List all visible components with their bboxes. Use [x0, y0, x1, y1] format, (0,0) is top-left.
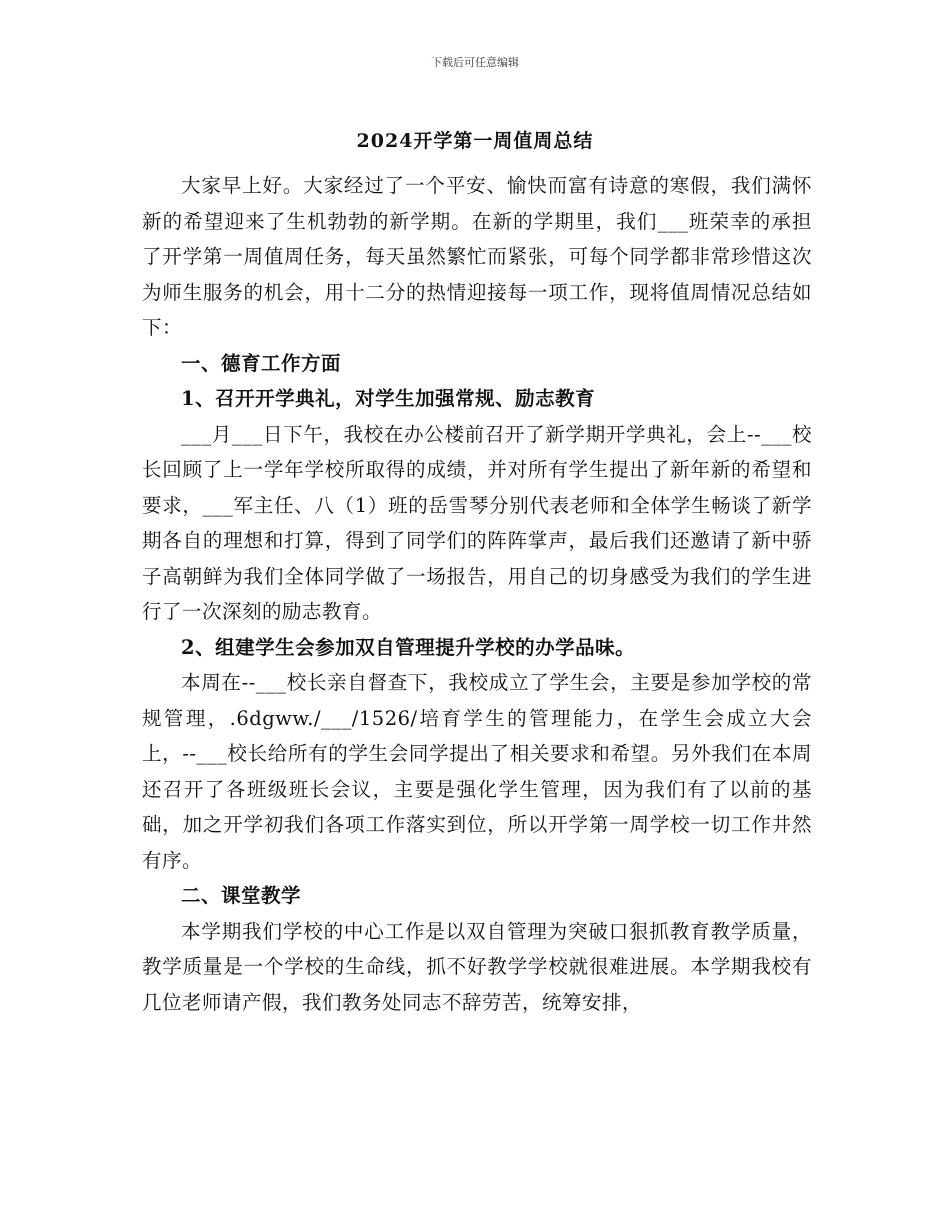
paragraph-classroom-teaching: 本学期我们学校的中心工作是以双自管理为突破口狠抓教育教学质量，教学质量是一个学校的生命线，抓不好教学学校就很难进展。本学期我校有几位老师请产假，我们教务处同志不辞劳苦，统筹安排，: [142, 919, 812, 1014]
paragraph-opening-ceremony: ___月___日下午，我校在办公楼前召开了新学期开学典礼，会上--___校长回顾了上一学年学校所取得的成绩，并对所有学生提出了新年新的希望和要求，___军主任、八（1）班的岳雪琴分别代表老师和全体学生畅谈了新学期各自的理想和打算，得到了同学们的阵阵掌声，最后我们还邀请了新中骄子高朝鲜为我们全体同学做了一场报告，用自己的切身感受为我们的学生进行了一次深刻的励志教育。: [142, 422, 812, 623]
paragraph-intro: 大家早上好。大家经过了一个平安、愉快而富有诗意的寒假，我们满怀新的希望迎来了生机勃勃的新学期。在新的学期里，我们___班荣幸的承担了开学第一周值周任务，每天虽然繁忙而紧张，可每个同学都非常珍惜这次为师生服务的机会，用十二分的热情迎接每一项工作，现将值周情况总结如下：: [142, 174, 812, 339]
section-heading-moral-education: 一、德育工作方面: [181, 351, 342, 375]
page-header-note: 下载后可任意编辑: [431, 56, 519, 69]
paragraph-student-union: 本周在--___校长亲自督查下，我校成立了学生会，主要是参加学校的常规管理，.6dgww./___/1526/培育学生的管理能力，在学生会成立大会上，--___校长给所有的学生会同学提出了相关要求和希望。另外我们在本周还召开了各班级班长会议，主要是强化学生管理，因为我们有了以前的基础，加之开学初我们各项工作落实到位，所以开学第一周学校一切工作井然有序。: [142, 671, 812, 872]
section-heading-classroom-teaching: 二、课堂教学: [181, 884, 302, 907]
document-title: 2024开学第一周值周总结: [356, 130, 594, 152]
subheading-student-union: 2、组建学生会参加双自管理提升学校的办学品味。: [181, 635, 636, 659]
subheading-opening-ceremony: 1、召开开学典礼，对学生加强常规、励志教育: [181, 387, 596, 410]
document-body: [142, 168, 812, 1020]
